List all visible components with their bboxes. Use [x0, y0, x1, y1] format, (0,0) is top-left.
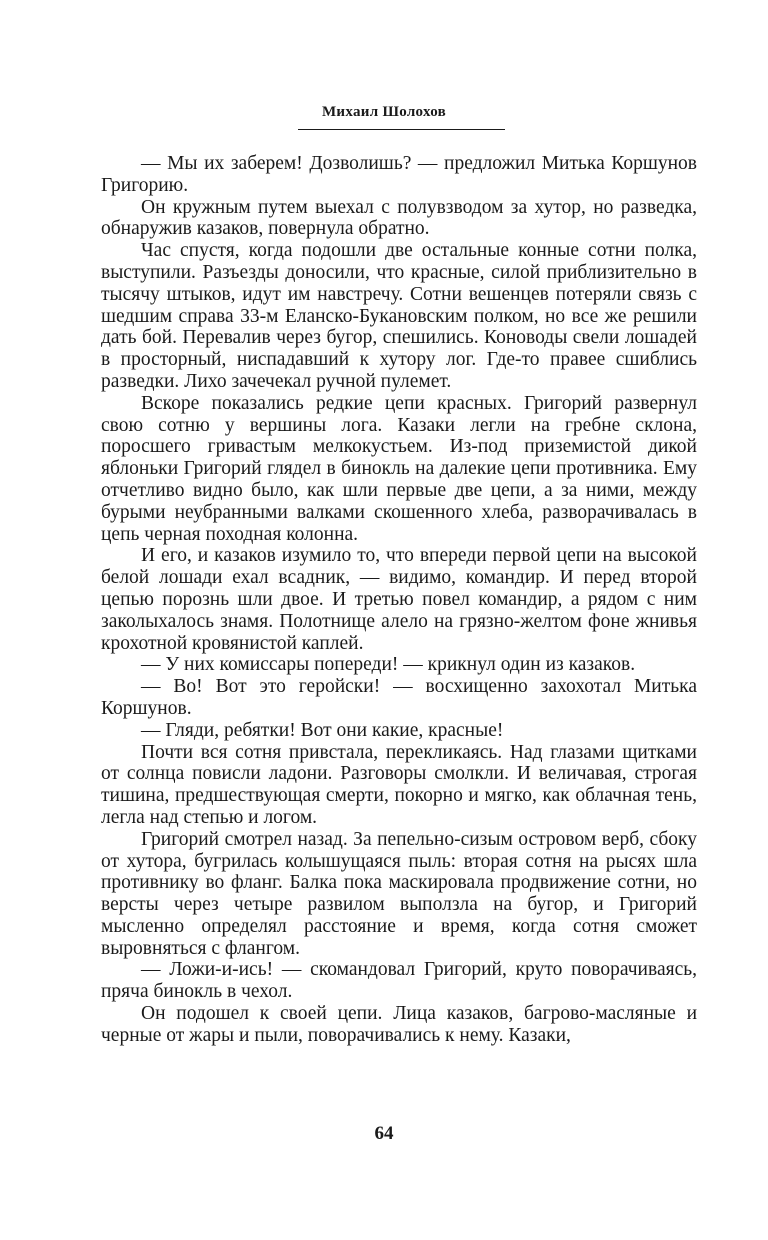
paragraph: И его, и казаков изумило то, что впереди первой цепи на высокой белой лошади ехал всадник, — видимо, командир. И перед второй цепью порознь шли двое. И третью повел командир, а рядом с ним заколыхалось знамя. Полотнище алело на грязно-желтом фоне жнивья крохотной кровянистой каплей.: [101, 545, 697, 654]
paragraph: — Гляди, ребятки! Вот они какие, красные!: [141, 719, 504, 741]
paragraph: Вскоре показались редкие цепи красных. Григорий развернул свою сотню у вершины лога. Казаки легли на гребне склона, поросшего гривастым мелкокустьем. Из-под приземистой дикой яблоньки Григорий глядел в бинокль на далекие цепи противника. Ему отчетливо видно было, как шли первые две цепи, а за ними, между бурыми неубранными валками скошенного хлеба, разворачивалась в цепь черная походная колонна.: [101, 392, 697, 545]
paragraph: — Ложи-и-ись! — скомандовал Григорий, круто поворачиваясь, пряча бинокль в чехол.: [101, 959, 697, 1003]
paragraph: Час спустя, когда подошли две остальные конные сотни полка, выступили. Разъезды доносили, что красные, силой приблизительно в тысячу штыков, идут им навстречу. Сотни вешенцев потеряли связь с шедшим справа 33-м Еланско-Букановским полком, но все же решили дать бой. Перевалив через бугор, спешились. Коноводы свели лошадей в просторный, ниспадавший к хутору лог. Где-то правее сшиблись разведки. Лихо зачечекал ручной пулемет.: [101, 240, 697, 392]
paragraph: — Во! Вот это геройски! — восхищенно захохотал Митька Коршунов.: [101, 676, 697, 719]
paragraph: Он кружным путем выехал с полувзводом за хутор, но разведка, обнаружив казаков, повернула обратно.: [101, 196, 697, 240]
paragraph: Он подошел к своей цепи. Лица казаков, багрово-масляные и черные от жары и пыли, поворачивались к нему. Казаки,: [101, 1003, 697, 1046]
body-text: [101, 153, 697, 1047]
paragraph: Григорий смотрел назад. За пепельно-сизым островом верб, сбоку от хутора, бугрилась колышущаяся пыль: вторая сотня на рысях шла противнику во фланг. Балка пока маскировала продвижение сотни, но версты через четыре развилом выползла на бугор, и Григорий мысленно определял расстояние и время, когда сотня сможет выровняться с флангом.: [101, 828, 697, 959]
page-number: 64: [374, 1123, 394, 1144]
paragraph: Почти вся сотня привстала, перекликаясь. Над глазами щитками от солнца повисли ладони. Разговоры смолкли. И величавая, строгая тишина, предшествующая смерти, покорно и мягко, как облачная тень, легла над степью и логом.: [101, 741, 697, 828]
paragraph: — Мы их заберем! Дозволишь? — предложил Митька Коршунов Григорию.: [101, 153, 697, 196]
paragraph: — У них комиссары попереди! — крикнул один из казаков.: [141, 654, 636, 676]
running-head-author: Михаил Шолохов: [321, 104, 447, 120]
header-rule: [298, 129, 505, 130]
